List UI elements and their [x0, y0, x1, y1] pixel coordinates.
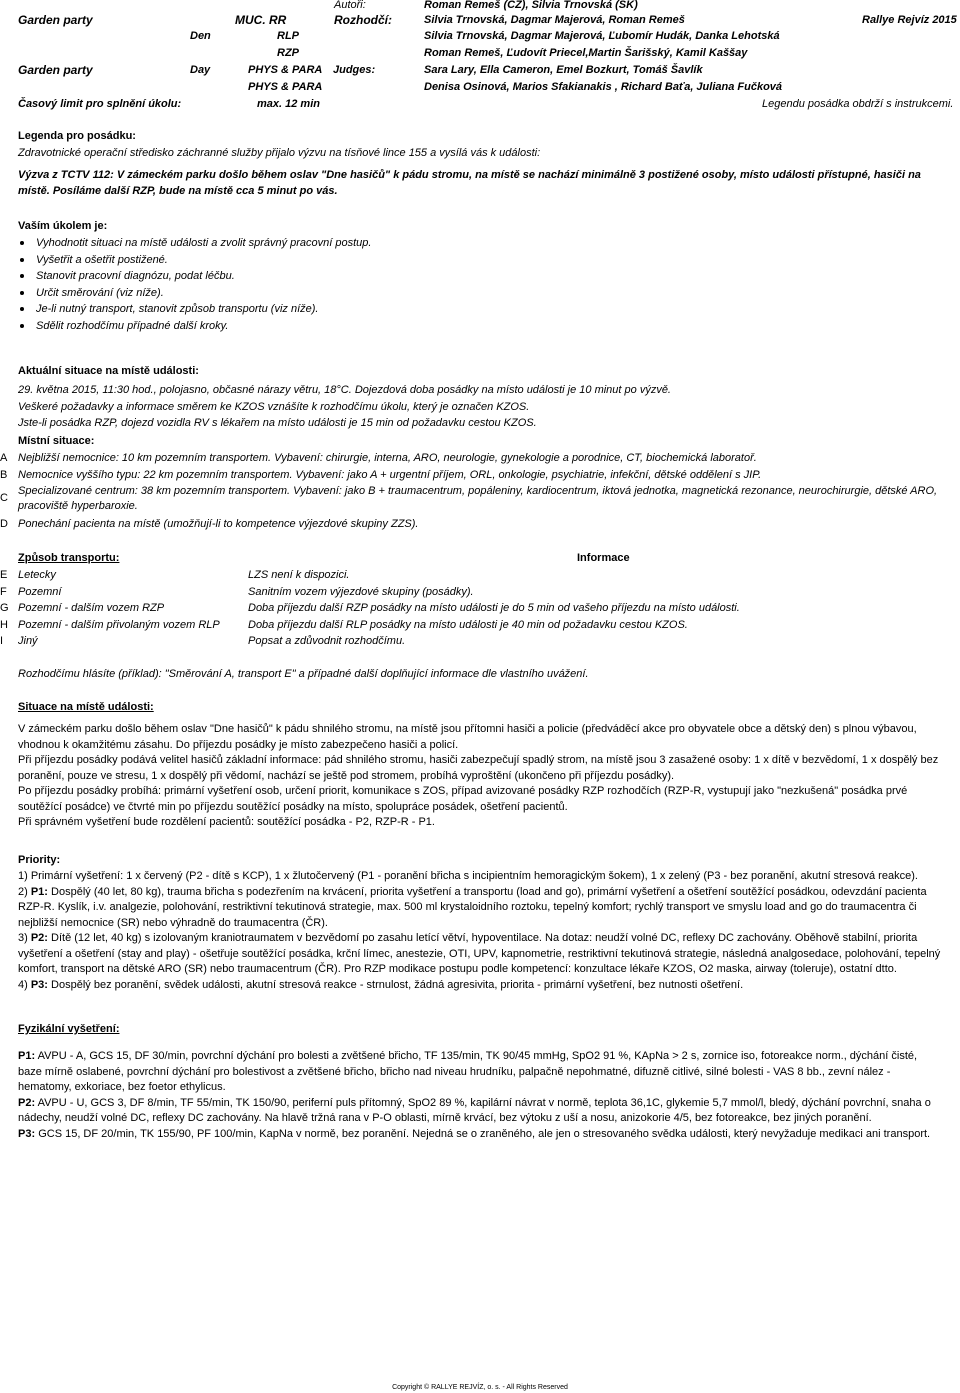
transport-key: G — [0, 602, 9, 614]
current-line: Jste-li posádka RZP, dojezd vozidla RV s lékařem na místo události je 15 min od požadavku cestou KZOS. — [18, 417, 537, 429]
title-en: Garden party — [18, 63, 93, 77]
phys1-label: PHYS & PARA — [248, 64, 323, 76]
exam-heading: Fyzikální vyšetření: — [18, 1023, 120, 1035]
transport-mode: Pozemní - dalším přivolaným vozem RLP — [18, 618, 220, 631]
local-key: A — [0, 452, 8, 464]
priority-num: 4) — [18, 978, 28, 991]
rzp-referees: Roman Remeš, Ľudovít Priecel,Martin Šarišský, Kamil Kaššay — [424, 47, 748, 59]
current-heading: Aktuální situace na místě události: — [18, 365, 199, 377]
transport-mode: Pozemní - dalším vozem RZP — [18, 602, 165, 614]
list-item: Stanovit pracovní diagnózu, podat léčbu. — [18, 269, 948, 286]
scene-section — [18, 700, 943, 831]
current-section — [18, 364, 948, 433]
transport-example: Rozhodčímu hlásíte (příklad): "Směrování A, transport E" a případné další doplňující informace dle vlastního uvážení. — [18, 667, 589, 680]
local-text: Specializované centrum: 38 km pozemním transportem. Vybavení: jako B + traumacentrum, popáleniny, kardiocentrum, iktová jednotka, magnetická rezonance, neurochirurgie, dětské ARO, pracoviště hyperbaroxie. — [18, 485, 938, 512]
rlp-referees: Silvia Trnovská, Dagmar Majerová, Ľubomír Hudák, Danka Lehotská — [424, 30, 780, 42]
transport-key: I — [0, 635, 4, 647]
phys2-judges: Denisa Osinová, Marios Sfakianakis , Richard Baťa, Juliana Fučková — [424, 81, 783, 93]
priority-tag: P3: — [30, 978, 48, 991]
priority-section — [18, 853, 943, 993]
rlp-label: RLP — [277, 30, 299, 42]
authors-value: Roman Remeš (CZ), Silvia Trnovská (SK) — [424, 0, 638, 11]
transport-info-heading: Informace — [577, 552, 630, 564]
transport-mode: Letecky — [18, 569, 56, 581]
local-text: Ponechání pacienta na místě (umožňují-li to kompetence výjezdové skupiny ZZS). — [18, 518, 419, 530]
transport-mode: Pozemní — [18, 585, 62, 598]
list-item: Vyhodnotit situaci na místě události a zvolit správný pracovní postup. — [18, 236, 948, 253]
current-line: Veškeré požadavky a informace směrem ke KZOS vznášíte k rozhodčímu úkolu, který je označen KZOS. — [18, 400, 530, 413]
muc-rr-label: MUC. RR — [235, 13, 287, 27]
den-label: Den — [190, 30, 211, 42]
priority-num: 3) — [18, 932, 28, 944]
transport-key: H — [0, 618, 8, 631]
priority-text: Dospělý bez poranění, svědek události, akutní stresová reakce - strnulost, žádná agresivita, priorita - primární vyšetření, bez nutnosti ošetření. — [51, 978, 744, 991]
local-item-b — [0, 468, 948, 485]
phys1-judges: Sara Lary, Ella Cameron, Emel Bozkurt, Tomáš Šavlík — [424, 64, 703, 76]
exam-item-p3 — [18, 1127, 943, 1143]
priority-tag: P2: — [30, 932, 48, 944]
referees-muc: Silvia Trnovská, Dagmar Majerová, Roman Remeš — [424, 14, 685, 26]
local-heading: Místní situace: — [18, 435, 95, 447]
legend-section — [18, 129, 948, 199]
list-item: Sdělit rozhodčímu případné další kroky. — [18, 319, 948, 336]
transport-info: Popsat a zdůvodnit rozhodčímu. — [248, 635, 406, 647]
exam-text: GCS 15, DF 20/min, TK 155/90, PF 100/min, KapNa v normě, bez poranění. Nejedná se o zraněného, ale jen o stresovaného svědka události, který nevyžaduje medikaci ani transport. — [38, 1127, 931, 1140]
transport-key: F — [0, 585, 7, 598]
transport-info: Doba příjezdu další RLP posádky na místo události je 40 min od požadavku cestou KZOS. — [248, 618, 688, 631]
exam-text: AVPU - U, GCS 3, DF 8/min, TF 55/min, TK 150/90, periferní puls přítomný, SpO2 89 %, kapilární návrat v normě, teplota 36,1C, glykemie 5,7 mmol/l, bledý, dýchání povrchní, snaha o nádechy, neudží volné DC, reflexy DC zachovány. Na hlavě tržná rana v P-O oblasti, mírně krvácí, bez výtoku z uší a nosu, anizokorie 4/5, bez fotoreakce, bez jiných poranění. — [18, 1096, 931, 1124]
local-item-c — [0, 484, 948, 517]
scene-paragraph: Při správném vyšetření bude rozdělení pacientů: soutěžící posádka - P2, RZP-R - P1. — [18, 816, 435, 828]
time-limit-value: max. 12 min — [257, 98, 320, 110]
priority-tag: P1: — [30, 885, 48, 898]
phys2-label: PHYS & PARA — [248, 81, 323, 93]
time-limit-label: Časový limit pro splnění úkolu: — [18, 98, 182, 110]
transport-key: E — [0, 569, 8, 581]
transport-info: LZS není k dispozici. — [248, 569, 350, 581]
exam-tag: P2: — [18, 1096, 36, 1109]
task-section — [18, 219, 948, 335]
rzp-label: RZP — [277, 47, 299, 59]
priority-item-3 — [18, 931, 943, 978]
priority-text: Dospělý (40 let, 80 kg), trauma břicha s podezřením na krvácení, priorita vyšetření a transportu (load and go), primární vyšetření a ošetření soutěžící posádkou, odevzdání pacienta RZP-R. Kyslík, i.v. analgezie, polohování, restriktivní tekutinová strategie, max. 500 ml krystaloidního roztoku, tepelný komfort; rychlý transport ve smyslu load and go do traumacentra či nejbližší nemocnice (SR) nebo výhradně do traumacentra (ČR). — [18, 885, 927, 929]
authors-label: Autoři: — [334, 0, 366, 11]
local-text: Nemocnice vyššího typu: 22 km pozemním transportem. Vybavení: jako A + urgentní příjem, ORL, onkologie, psychiatrie, infekční, dětské oddělení s JIP. — [18, 468, 762, 481]
exam-item-p2 — [18, 1096, 943, 1127]
exam-item-p1 — [18, 1049, 943, 1096]
transport-item-h — [0, 618, 948, 635]
rally-title: Rallye Rejvíz 2015 — [862, 14, 957, 26]
scene-heading: Situace na místě události: — [18, 701, 154, 713]
priority-item-2 — [18, 885, 943, 932]
title-cz: Garden party — [18, 13, 93, 27]
transport-section — [0, 551, 948, 683]
legend-heading: Legenda pro posádku: — [18, 130, 136, 142]
transport-mode: Jiný — [18, 635, 38, 647]
legend-intro: Zdravotnické operační středisko záchranné služby přijalo výzvu na tísňové lince 155 a vysílá vás k události: — [18, 147, 541, 159]
list-item: Určit směrování (viz níže). — [18, 286, 948, 303]
priority-num: 2) — [18, 885, 28, 898]
scene-paragraph: V zámeckém parku došlo během oslav "Dne hasičů" k pádu shnilého stromu, na místě jsou přítomni hasiči a policie (předváděcí akce pro obyvatele obce a dětský den) s plnou výbavou, vhodnou k okamžitému zásahu. Do příjezdu posádky je místo zabezpečeno hasiči a policí. — [18, 723, 917, 751]
priority-heading: Priority: — [18, 854, 61, 866]
list-item: Vyšetřit a ošetřit postižené. — [18, 253, 948, 270]
priority-item-4 — [18, 978, 943, 994]
exam-section — [18, 1022, 943, 1142]
transport-info: Sanitním vozem výjezdové skupiny (posádky). — [248, 585, 474, 598]
local-key: B — [0, 468, 8, 481]
scene-paragraph: Při příjezdu posádky podává velitel hasičů základní informace: pád shnilého stromu, hasiči zabezpečují spadlý strom, na místě jsou 3 zasažené osoby: 1 x dítě v bezvědomí, 1 x dospělý bez poranění, pouze ve stresu, 1 x dospělý při vědomí, nachází se ještě pod stromem, probíhá vyproštění (ukončeno při příjezdu posádky). — [18, 754, 939, 782]
local-section — [0, 434, 948, 534]
priority-text: Dítě (12 let, 40 kg) s izolovaným kraniotraumatem v bezvědomí po zasahu letící větví, hypoventilace. Na dotaz: neudží volné DC, reflexy DC zachovány. Oběhově stabilní, priorita vyšetření a ošetření (stay and play) - ošetřuje soutěžící posádka, krční límec, anestezie, OTI, UPV, kapnometrie, restriktivní tekutinová strategie, následná analgosedace, polohování, tepelný komfort, transport na dětské ARO (SR) nebo traumacentrum (ČR). Pro RZP modikace postupu podle kompetencí: konzultace lékaře KZOS, O2 maska, airway (toleruje), ostatní dtto. — [18, 932, 941, 975]
exam-tag: P3: — [18, 1127, 36, 1140]
legend-note: Legendu posádka obdrží s instrukcemi. — [762, 98, 954, 110]
referees-label: Rozhodčí: — [334, 13, 392, 27]
exam-text: AVPU - A, GCS 15, DF 30/min, povrchní dýchání pro bolesti a zvětšené břicho, TF 135/min, TK 90/45 mmHg, SpO2 91 %, KApNa > 2 s, zornice iso, fotoreakce norm., dýchání čisté, baze mírně oslabené, povrchní dýchání pro bolestivost a zvětšené břicho, břicho nad niveau hrudníku, palpačně nepohmatné, difuzně citlivé, silné bolesti - VAS 8 bb., zevní nález - hematomy, exkoriace, bez foetor ethylicus. — [18, 1050, 918, 1093]
local-key: D — [0, 518, 8, 530]
copyright-footer: Copyright © RALLYE REJVÍZ, o. s. - All Rights Reserved — [392, 1384, 568, 1391]
exam-tag: P1: — [18, 1050, 36, 1062]
local-text: Nejbližší nemocnice: 10 km pozemním transportem. Vybavení: chirurgie, interna, ARO, neurologie, gynekologie a porodnice, CT, biochemická laboratoř. — [18, 452, 757, 464]
day-label: Day — [190, 64, 211, 76]
list-item: Je-li nutný transport, stanovit způsob transportu (viz níže). — [18, 302, 948, 319]
task-list — [18, 236, 948, 335]
current-line: 29. května 2015, 11:30 hod., polojasno, občasné nárazy větru, 18°C. Dojezdová doba posádky na místo události je 10 minut po výzvě. — [18, 384, 671, 396]
legend-call: Výzva z TCTV 112: V zámeckém parku došlo během oslav "Dne hasičů" k pádu stromu, na místě se nachází minimálně 3 postižené osoby, místo události přístupné, hasiči na místě. Posíláme další RZP, bude na místě cca 5 minut po vás. — [18, 169, 921, 197]
transport-info: Doba příjezdu další RZP posádky na místo události je do 5 min od vašeho příjezdu na místo události. — [248, 602, 740, 614]
priority-item-1: 1) Primární vyšetření: 1 x červený (P2 - dítě s KCP), 1 x žlutočervený (P1 - poranění břicha s incipientním hemoragickým šokem), 1 x zelený (P3 - bez poranění, akutní stresová reakce). — [18, 870, 918, 882]
local-item-a — [0, 451, 948, 468]
local-key: C — [0, 492, 8, 504]
transport-item-i — [0, 634, 948, 651]
scene-paragraph: Po příjezdu posádky probíhá: primární vyšetření osob, určení priorit, komunikace s ZOS, případ avizované posádky RZP rozhodčích (RZP-R, vystupují jako "nezkušená" posádka prvé soutěžící posádce) ve čtvrté min po příjezdu soutěžící posádky na místo, spolupráce posádek, ošetření pacientů. — [18, 785, 908, 813]
task-heading: Vaším úkolem je: — [18, 220, 108, 232]
transport-item-f — [0, 585, 948, 602]
judges-label: Judges: — [333, 64, 376, 76]
transport-heading: Způsob transportu: — [18, 552, 120, 564]
transport-item-g — [0, 601, 948, 618]
transport-item-e — [0, 568, 948, 585]
local-item-d — [0, 517, 948, 534]
